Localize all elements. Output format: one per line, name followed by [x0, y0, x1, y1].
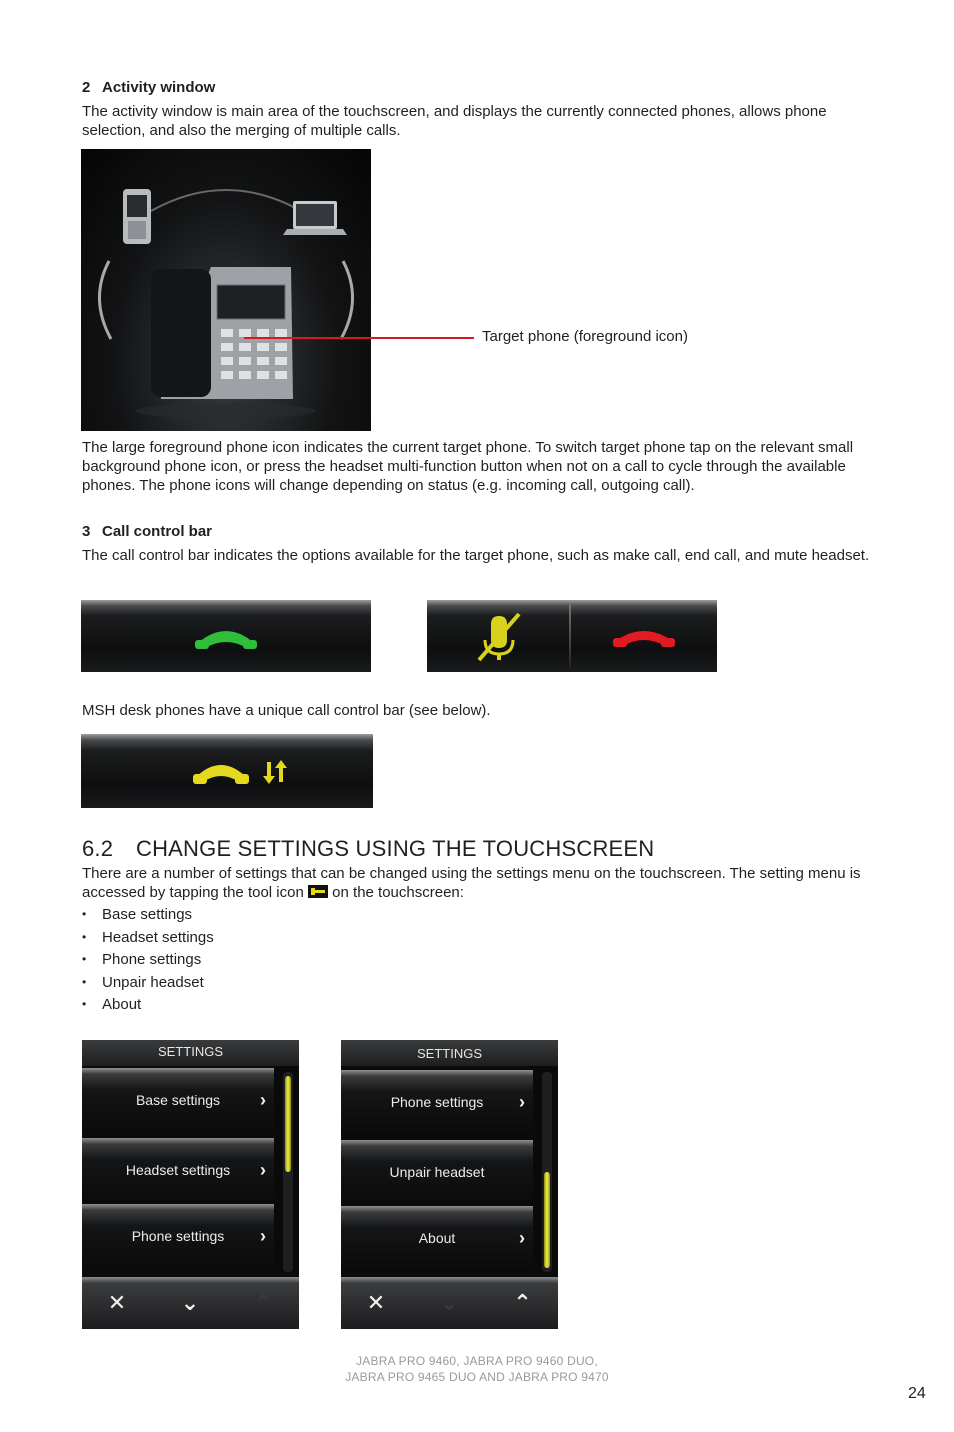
msh-note: MSH desk phones have a unique call control bar (see below).	[82, 702, 491, 719]
settings-section-heading	[82, 836, 654, 862]
scroll-down-icon[interactable]: ⌄	[439, 1290, 459, 1315]
callout-line	[244, 337, 474, 339]
menu-item-phone-settings[interactable]	[82, 1204, 274, 1266]
activity-heading	[82, 79, 215, 96]
footer-product-line-1: JABRA PRO 9460, JABRA PRO 9460 DUO,	[356, 1354, 598, 1368]
menu-item-base-settings[interactable]	[82, 1068, 274, 1130]
mobile-phone-icon	[123, 189, 151, 244]
menu-item-label: Phone settings	[131, 1228, 225, 1244]
scrollbar[interactable]	[542, 1072, 552, 1272]
msh-call-bar	[81, 734, 373, 808]
page-number: 24	[908, 1385, 926, 1402]
msh-call-bar-icons	[81, 734, 373, 808]
chevron-right-icon: ›	[260, 1090, 266, 1110]
menu-item-label: Phone settings	[390, 1094, 484, 1110]
scrollbar[interactable]	[283, 1072, 293, 1272]
target-phone-callout: Target phone (foreground icon)	[482, 328, 688, 345]
menu-item-label: Base settings	[135, 1092, 221, 1108]
list-item: • Headset settings	[82, 929, 214, 952]
menu-item-label: Headset settings	[125, 1162, 231, 1178]
settings-intro-text: There are a number of settings that can be changed using the settings menu on the touchscreen. The setting menu is accessed by tapping the tool icon	[82, 865, 861, 901]
menu-item-phone-settings[interactable]	[341, 1070, 533, 1132]
activity-heading-title: Activity window	[102, 79, 216, 96]
menu-item-about[interactable]	[341, 1206, 533, 1268]
chevron-right-icon: ›	[519, 1228, 525, 1248]
desk-phone-icon	[136, 267, 316, 419]
tool-icon	[308, 885, 328, 898]
chevron-right-icon: ›	[260, 1226, 266, 1246]
end-call-icon[interactable]	[571, 600, 717, 672]
close-icon[interactable]: ✕	[366, 1290, 386, 1315]
screen-title: SETTINGS	[82, 1040, 299, 1066]
call-control-intro: The call control bar indicates the options available for the target phone, such as make call, end call, and mute headset.	[82, 547, 870, 564]
swap-arrows-icon	[263, 760, 287, 784]
list-item: • About	[82, 996, 214, 1019]
activity-window-image	[81, 149, 371, 431]
settings-section-number: 6.2	[82, 836, 114, 861]
menu-item-label: About	[418, 1230, 456, 1246]
answer-call-icon[interactable]	[81, 600, 371, 672]
phone-carousel-arc	[99, 261, 111, 339]
scroll-up-icon[interactable]: ⌃	[254, 1290, 273, 1315]
scroll-up-icon[interactable]: ⌃	[513, 1290, 532, 1315]
footer-product-line-2: JABRA PRO 9465 DUO AND JABRA PRO 9470	[345, 1370, 609, 1384]
menu-item-headset-settings[interactable]	[82, 1138, 274, 1200]
list-item: • Unpair headset	[82, 974, 214, 997]
call-control-heading-number: 3	[82, 523, 91, 540]
scrollbar-thumb[interactable]	[544, 1172, 550, 1268]
activity-description: The large foreground phone icon indicates the current target phone. To switch target phone tap on the relevant small background phone icon, or press the headset multi-function button when not on a call to cycle through the available phones. The phone icons will change depending on status (e.g. incoming call, outgoing call).	[82, 439, 854, 494]
list-item: • Phone settings	[82, 951, 214, 974]
msh-hook-icon	[193, 765, 249, 784]
activity-intro: The activity window is main area of the touchscreen, and displays the currently connected phones, allows phone selection, and also the merging of multiple calls.	[82, 103, 827, 139]
settings-intro	[82, 864, 872, 902]
activity-heading-number: 2	[82, 79, 91, 96]
mute-headset-icon[interactable]	[427, 600, 569, 672]
screen-nav-bar	[82, 1277, 299, 1329]
call-bar-idle	[81, 600, 371, 672]
chevron-right-icon: ›	[260, 1160, 266, 1180]
list-item: • Base settings	[82, 906, 214, 929]
scrollbar-thumb[interactable]	[285, 1076, 291, 1172]
activity-window-illustration	[81, 149, 371, 431]
screen-title: SETTINGS	[341, 1040, 558, 1066]
call-control-heading	[82, 523, 212, 540]
call-control-heading-title: Call control bar	[102, 523, 213, 540]
screen-nav-bar	[341, 1277, 558, 1329]
settings-screen-1	[82, 1040, 299, 1329]
scroll-down-icon[interactable]: ⌄	[180, 1290, 200, 1315]
close-icon[interactable]: ✕	[107, 1290, 127, 1315]
settings-screen-2	[341, 1040, 558, 1329]
menu-item-label: Unpair headset	[389, 1164, 485, 1180]
menu-item-unpair-headset[interactable]	[341, 1140, 533, 1202]
settings-section-title: CHANGE SETTINGS USING THE TOUCHSCREEN	[136, 836, 655, 861]
call-bar-active	[427, 600, 717, 672]
settings-intro-tail: on the touchscreen:	[332, 884, 464, 901]
settings-bullet-list	[82, 906, 214, 1019]
chevron-right-icon: ›	[519, 1092, 525, 1112]
